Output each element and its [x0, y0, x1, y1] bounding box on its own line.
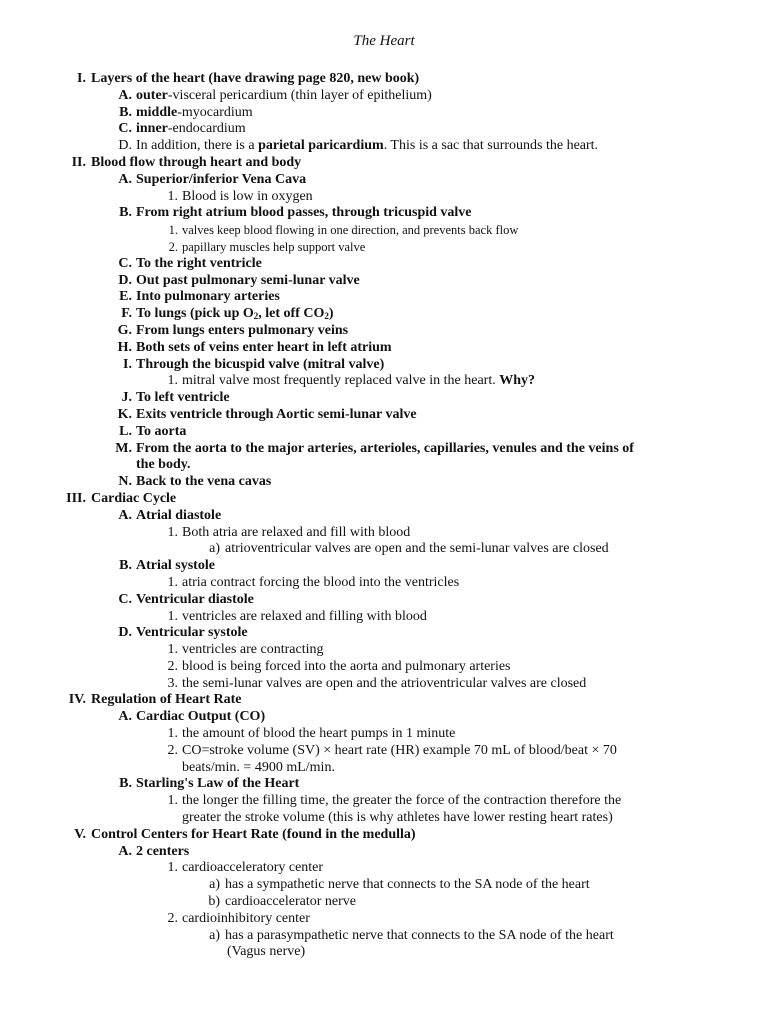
- item-text: From the aorta to the major arteries, arterioles, capillaries, venules and the veins of: [136, 440, 634, 456]
- item-text: To aorta: [136, 423, 187, 439]
- item-text: To lungs (pick up $O_2$, let off $CO_2$): [136, 306, 334, 322]
- section-3-item-d-1: [0, 642, 768, 659]
- item-label: A.: [118, 87, 132, 103]
- section-3-item-a: [0, 508, 768, 525]
- section-1-item-c: [0, 121, 768, 138]
- item-text: Both sets of veins enter heart in left atrium: [136, 339, 392, 355]
- subitem-text: greater the stroke volume (this is why athletes have lower resting heart rates): [182, 810, 613, 826]
- section-3-item-c-1: [0, 609, 768, 626]
- item-text: 2 centers: [136, 843, 190, 859]
- section-4-item-a: [0, 709, 768, 726]
- item-label: B.: [119, 558, 132, 574]
- section-2-item-a: [0, 172, 768, 189]
- item-label: G.: [117, 322, 132, 338]
- item-label: F.: [121, 306, 132, 322]
- section-3-item-a-1: [0, 525, 768, 542]
- section-2-item-j: [0, 390, 768, 407]
- section-text: Blood flow through heart and body: [91, 154, 302, 170]
- section-5-item-a-1: [0, 860, 768, 877]
- item-text: Cardiac Output (CO): [136, 709, 266, 725]
- item-label: C.: [118, 121, 132, 137]
- outline: [0, 71, 768, 961]
- section-3-item-b: [0, 558, 768, 575]
- subitem-label: 1.: [167, 524, 178, 540]
- subitem-label: 1.: [167, 793, 178, 809]
- section-label: IV.: [68, 692, 86, 708]
- item-label: M.: [115, 440, 132, 456]
- page-title: The Heart: [353, 33, 415, 49]
- subitem-label: 1.: [167, 860, 178, 876]
- item-label: J.: [121, 390, 132, 406]
- section-2-item-i: [0, 357, 768, 374]
- subitem-text: the amount of blood the heart pumps in 1 minute: [182, 726, 456, 742]
- subitem-text: Blood is low in oxygen: [182, 188, 313, 204]
- subitem-label: 1.: [167, 608, 178, 624]
- section-2-item-e: [0, 289, 768, 306]
- item-text: Starling's Law of the Heart: [136, 776, 300, 792]
- section-4-item-b-1-continued: [0, 810, 768, 827]
- item-label: I.: [123, 356, 132, 372]
- subitem-label: 1.: [167, 726, 178, 742]
- section-2-item-n: [0, 474, 768, 491]
- subitem-text: papillary muscles help support valve: [182, 239, 366, 254]
- section-5-item-a-2: [0, 911, 768, 928]
- item-text: To left ventricle: [136, 390, 230, 406]
- item-label: K.: [117, 406, 132, 422]
- section-2-item-k: [0, 407, 768, 424]
- item-text: middle-myocardium: [136, 104, 253, 120]
- subsubitem-text: cardioaccelerator nerve: [225, 894, 356, 910]
- item-label: H.: [117, 339, 132, 355]
- section-5-item-a-1-b: [0, 894, 768, 911]
- subsubitem-text: atrioventricular valves are open and the semi-lunar valves are closed: [225, 541, 609, 557]
- item-label: N.: [118, 474, 132, 490]
- item-text: Out past pulmonary semi-lunar valve: [136, 272, 360, 288]
- section-2-item-m-continued: [0, 457, 768, 474]
- section-5-item-a-2-a-continued: [0, 944, 768, 961]
- section-2-item-g: [0, 323, 768, 340]
- section-2-item-l: [0, 424, 768, 441]
- subitem-text: valves keep blood flowing in one direction, and prevents back flow: [182, 223, 519, 238]
- subitem-label: 1.: [167, 574, 178, 590]
- subitem-text: Both atria are relaxed and fill with blood: [182, 524, 411, 540]
- section-text: Layers of the heart (have drawing page 820, new book): [91, 71, 420, 86]
- item-label: C.: [118, 591, 132, 607]
- subsubitem-label: a): [209, 927, 220, 943]
- subsubitem-label: b): [208, 894, 220, 910]
- subitem-text: the semi-lunar valves are open and the atrioventricular valves are closed: [182, 675, 587, 691]
- section-3-item-a-1-a: [0, 541, 768, 558]
- subitem-text: the longer the filling time, the greater the force of the contraction therefore the: [182, 793, 622, 809]
- section-label: V.: [74, 826, 86, 842]
- item-label: B.: [119, 205, 132, 221]
- item-text: Ventricular diastole: [136, 591, 254, 607]
- section-2-item-h: [0, 340, 768, 357]
- section-1-item-b: [0, 105, 768, 122]
- item-text: Ventricular systole: [136, 625, 248, 641]
- subitem-label: 1.: [167, 642, 178, 658]
- subsubitem-label: a): [209, 541, 220, 557]
- section-2-heading: [0, 155, 768, 172]
- section-1-item-d: [0, 138, 768, 155]
- item-label: C.: [118, 255, 132, 271]
- section-2-item-c: [0, 256, 768, 273]
- subitem-label: 1.: [168, 223, 178, 238]
- item-text: Through the bicuspid valve (mitral valve): [136, 356, 385, 372]
- section-2-item-m: [0, 441, 768, 458]
- item-label: A.: [118, 709, 132, 725]
- section-3-heading: [0, 491, 768, 508]
- section-4-item-b-1: [0, 793, 768, 810]
- section-2-item-b-1: [0, 222, 768, 239]
- section-2-item-b: [0, 205, 768, 222]
- subitem-label: 2.: [167, 658, 178, 674]
- subitem-text: cardioacceleratory center: [182, 860, 324, 876]
- item-text: outer-visceral pericardium (thin layer of epithelium): [136, 87, 432, 103]
- subitem-text: atria contract forcing the blood into the ventricles: [182, 574, 460, 590]
- section-1-item-a: [0, 88, 768, 105]
- section-4-item-a-2: [0, 743, 768, 760]
- subitem-label: 1.: [167, 188, 178, 204]
- item-label: B.: [119, 104, 132, 120]
- subitem-text: ventricles are relaxed and filling with blood: [182, 608, 427, 624]
- subitem-label: 3.: [167, 675, 178, 691]
- section-2-item-i-1: [0, 373, 768, 390]
- subitem-text: blood is being forced into the aorta and pulmonary arteries: [182, 658, 511, 674]
- subitem-text: mitral valve most frequently replaced valve in the heart. Why?: [182, 373, 536, 389]
- subitem-label: 2.: [167, 742, 178, 758]
- section-5-item-a-2-a: [0, 928, 768, 945]
- item-label: L.: [119, 423, 132, 439]
- section-5-item-a: [0, 844, 768, 861]
- item-text: Atrial systole: [136, 558, 215, 574]
- subsubitem-text: (Vagus nerve): [227, 944, 306, 960]
- item-text: Superior/inferior Vena Cava: [136, 171, 307, 187]
- section-3-item-b-1: [0, 575, 768, 592]
- item-text: From lungs enters pulmonary veins: [136, 322, 349, 338]
- subitem-label: 2.: [167, 910, 178, 926]
- section-3-item-d: [0, 625, 768, 642]
- section-2-item-d: [0, 273, 768, 290]
- subitem-text: beats/min. = 4900 mL/min.: [182, 759, 335, 775]
- section-text: Regulation of Heart Rate: [91, 692, 242, 708]
- subsubitem-text: has a parasympathetic nerve that connects to the SA node of the heart: [225, 927, 614, 943]
- subsubitem-text: has a sympathetic nerve that connects to the SA node of the heart: [225, 877, 590, 893]
- item-text: From right atrium blood passes, through tricuspid valve: [136, 205, 472, 221]
- section-2-item-b-2: [0, 239, 768, 256]
- section-label: I.: [77, 71, 86, 86]
- section-4-item-b: [0, 776, 768, 793]
- subitem-text: ventricles are contracting: [182, 642, 324, 658]
- section-3-item-d-3: [0, 676, 768, 693]
- section-label: II.: [71, 154, 86, 170]
- item-label: A.: [118, 171, 132, 187]
- item-label: D.: [118, 272, 132, 288]
- subsubitem-label: a): [209, 877, 220, 893]
- item-label: E.: [119, 289, 132, 305]
- section-1-heading: [0, 71, 768, 88]
- item-text: Exits ventricle through Aortic semi-lunar valve: [136, 406, 417, 422]
- item-text: Atrial diastole: [136, 507, 222, 523]
- item-text: inner-endocardium: [136, 121, 246, 137]
- section-2-item-f: [0, 306, 768, 323]
- section-4-heading: [0, 692, 768, 709]
- item-label: B.: [119, 776, 132, 792]
- item-text: the body.: [136, 457, 191, 473]
- subitem-label: 1.: [167, 373, 178, 389]
- subitem-text: cardioinhibitory center: [182, 910, 310, 926]
- section-text: Control Centers for Heart Rate (found in the medulla): [91, 826, 416, 842]
- section-3-item-d-2: [0, 659, 768, 676]
- item-text: To the right ventricle: [136, 255, 262, 271]
- section-3-item-c: [0, 592, 768, 609]
- section-5-item-a-1-a: [0, 877, 768, 894]
- subitem-text: CO=stroke volume (SV) × heart rate (HR) example 70 mL of blood/beat × 70: [182, 742, 617, 758]
- section-4-item-a-2-continued: [0, 760, 768, 777]
- section-text: Cardiac Cycle: [91, 490, 177, 506]
- section-label: III.: [66, 490, 86, 506]
- item-text: In addition, there is a parietal paricardium. This is a sac that surrounds the heart.: [136, 138, 599, 154]
- item-label: D.: [118, 138, 132, 154]
- section-5-heading: [0, 827, 768, 844]
- item-label: A.: [118, 843, 132, 859]
- section-4-item-a-1: [0, 726, 768, 743]
- item-text: Into pulmonary arteries: [136, 289, 280, 305]
- section-2-item-a-1: [0, 189, 768, 206]
- item-label: A.: [118, 507, 132, 523]
- item-label: D.: [118, 625, 132, 641]
- subitem-label: 2.: [168, 239, 178, 254]
- item-text: Back to the vena cavas: [136, 474, 272, 490]
